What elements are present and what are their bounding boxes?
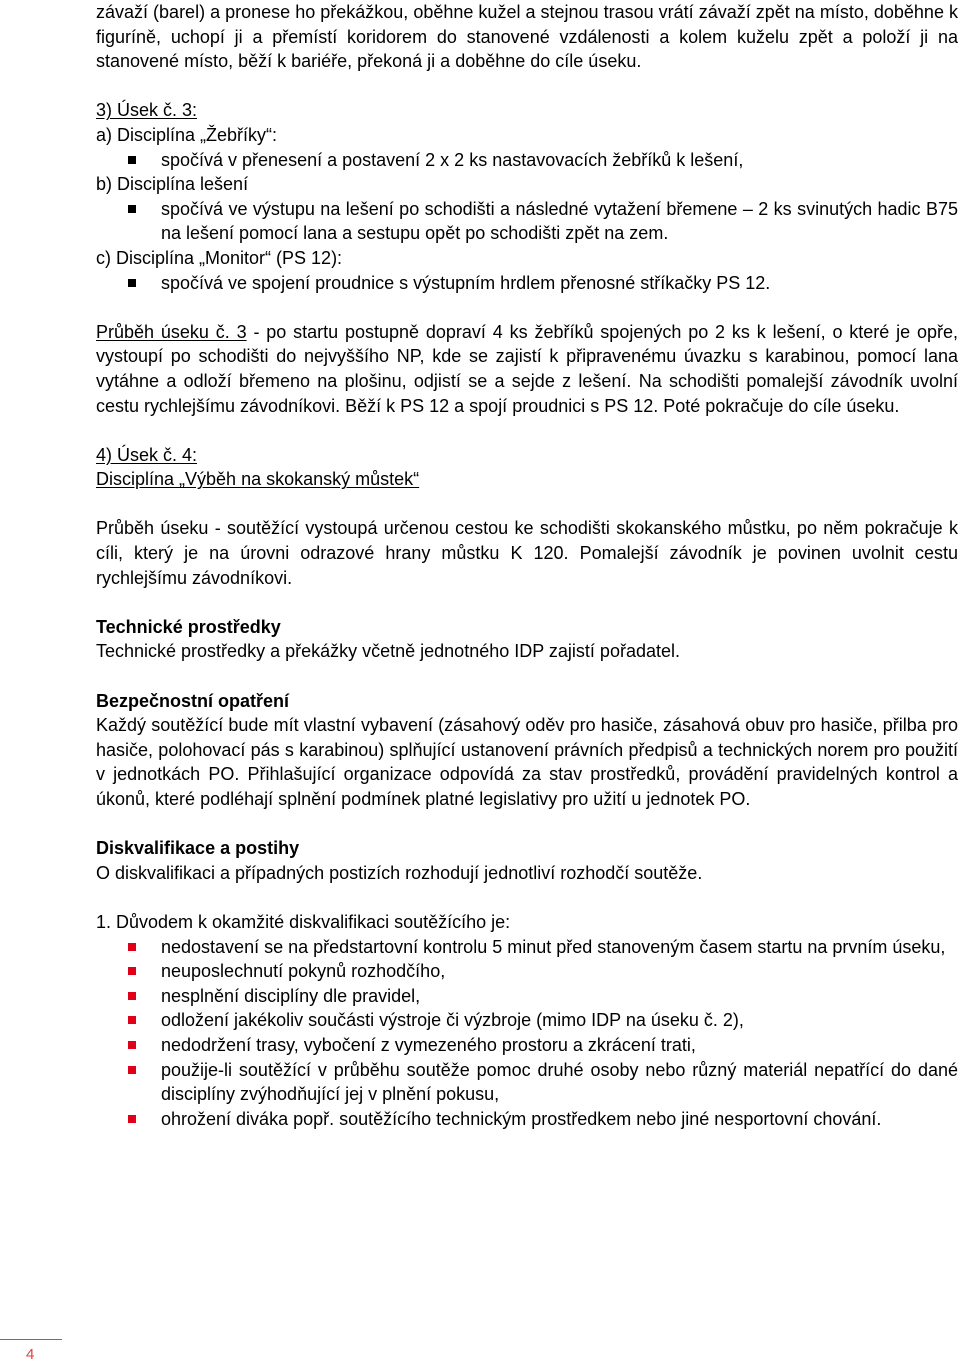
section3-a-list	[96, 148, 958, 173]
section3-c-list	[96, 271, 958, 296]
bullet-icon	[128, 1115, 136, 1123]
list-item: spočívá ve výstupu na lešení po schodišti a následné vytažení břemene – 2 ks svinutých hadic B75 na lešení pomocí lana a sestupu opět po schodišti zpět na zem.	[96, 197, 958, 246]
section3-progress	[96, 320, 958, 418]
bullet-icon	[128, 279, 136, 287]
technical-text: Technické prostředky a překážky včetně jednotného IDP zajistí pořadatel.	[96, 641, 680, 662]
section3-heading-text: 3) Úsek č. 3:	[96, 100, 198, 121]
disq-list-title: 1. Důvodem k okamžité diskvalifikaci soutěžícího je:	[96, 911, 511, 932]
bullet-icon	[128, 205, 136, 213]
list-item: spočívá ve spojení proudnice s výstupním hrdlem přenosné stříkačky PS 12.	[96, 271, 958, 296]
list-item: nedodržení trasy, vybočení z vymezeného prostoru a zkrácení trati,	[96, 1033, 958, 1058]
technical-heading: Technické prostředky	[96, 616, 281, 637]
section3-b-list	[96, 197, 958, 246]
document-page	[96, 0, 958, 1131]
bullet-icon	[128, 943, 136, 951]
section3-heading	[96, 98, 958, 123]
bullet-icon	[128, 967, 136, 975]
bullet-icon	[128, 1066, 136, 1074]
section4-progress: Průběh úseku - soutěžící vystoupá určenou cestou ke schodišti skokanského můstku, po něm pokračuje k cíli, který je na úrovni odrazové hrany můstku K 120. Pomalejší závodník je povinen uvolnit cestu rychlejšímu závodníkovi.	[96, 518, 958, 588]
section3-progress-text: - po startu postupně dopraví 4 ks žebříků spojených po 2 ks k lešení, o které je opře, vystoupí po schodišti do nejvyššího NP, kde se zajistí k připravenému úvazku s karabinou, pomocí lana vytáhne a odloží břemeno na plošinu, odjistí se a sejde z lešení. Na schodišti pomalejší závodník uvolní cestu rychlejšímu závodníkovi. Běží k PS 12 a spojí proudnici s PS 12. Poté pokračuje do cíle úseku.	[96, 321, 959, 416]
disq-heading: Diskvalifikace a postihy	[96, 838, 300, 859]
safety-text: Každý soutěžící bude mít vlastní vybavení (zásahový oděv pro hasiče, zásahová obuv pro hasiče, přilba pro hasiče, polohovací pás s karabinou) splňující ustanovení právních předpisů a technických norem pro použití v jednotkách PO. Přihlašující organizace odpovídá za stav prostředků, provádění pravidelných kontrol a úkonů, které podléhají splnění podmínek platné legislativy pro užití u jednotek PO.	[96, 715, 958, 809]
list-item: použije-li soutěžící v průběhu soutěže pomoc druhé osoby nebo různý materiál nepatřící do dané disciplíny zvýhodňující jej v plnění pokusu,	[96, 1058, 958, 1107]
list-item: nedostavení se na předstartovní kontrolu 5 minut před stanoveným časem startu na prvním úseku,	[96, 935, 958, 960]
footer-divider	[0, 1339, 62, 1340]
list-item: ohrožení diváka popř. soutěžícího technickým prostředkem nebo jiné nesportovní chování.	[96, 1107, 958, 1132]
list-item: odložení jakékoliv součásti výstroje či výzbroje (mimo IDP na úseku č. 2),	[96, 1008, 958, 1033]
bullet-icon	[128, 1041, 136, 1049]
section3-progress-label: Průběh úseku č. 3	[96, 321, 247, 342]
bullet-icon	[128, 992, 136, 1000]
section3-c-label: c) Disciplína „Monitor“ (PS 12):	[96, 247, 343, 268]
list-item: spočívá v přenesení a postavení 2 x 2 ks nastavovacích žebříků k lešení,	[96, 148, 958, 173]
disq-text: O diskvalifikaci a případných postizích rozhodují jednotliví rozhodčí soutěže.	[96, 862, 703, 883]
bullet-icon	[128, 1016, 136, 1024]
section3-a-label: a) Disciplína „Žebříky“:	[96, 124, 278, 145]
disq-list	[96, 935, 958, 1132]
safety-heading: Bezpečnostní opatření	[96, 690, 290, 711]
section3-b-label: b) Disciplína lešení	[96, 174, 249, 195]
list-item: neuposlechnutí pokynů rozhodčího,	[96, 959, 958, 984]
intro-paragraph: závaží (barel) a pronese ho překážkou, oběhne kužel a stejnou trasou vrátí závaží zpět na místo, doběhne k figuríně, uchopí ji a přemístí koridorem do stanovené vzdálenosti a kolem kuželu zpět a položí ji na stanovené místo, běží k bariéře, překoná ji a doběhne do cíle úseku.	[96, 2, 958, 72]
page-number: 4	[26, 1346, 35, 1363]
section4-heading: 4) Úsek č. 4:	[96, 444, 198, 465]
list-item: nesplnění disciplíny dle pravidel,	[96, 984, 958, 1009]
section4-discipline: Disciplína „Výběh na skokanský můstek“	[96, 469, 420, 490]
bullet-icon	[128, 156, 136, 164]
